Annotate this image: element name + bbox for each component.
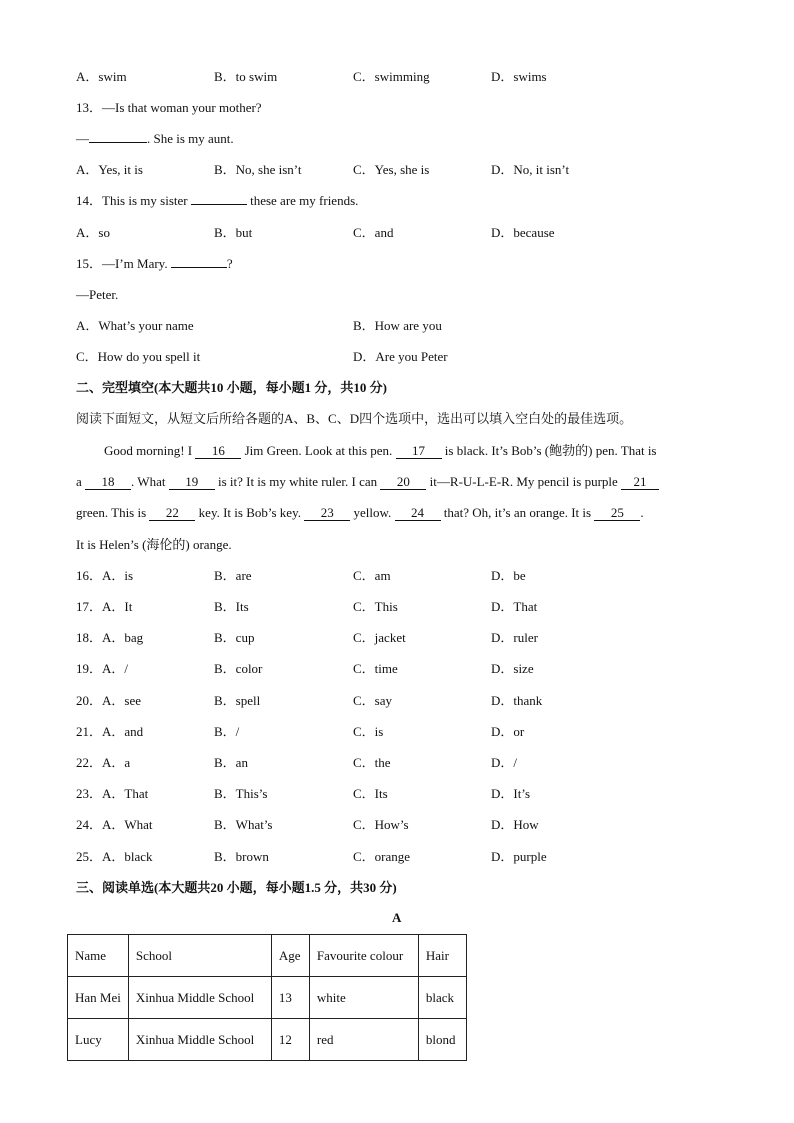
table-header-cell: Hair [418, 935, 466, 977]
passage-line-1 [76, 443, 719, 459]
q15-stem [76, 256, 233, 272]
q12-option-b: B．to swim [214, 69, 278, 84]
q25-option-a: 25．A．black [76, 849, 153, 864]
section2-instruction: 阅读下面短文，从短文后所给各题的A、B、C、D四个选项中，选出可以填入空白处的最佳选项。 [76, 411, 633, 426]
table-cell: Han Mei [68, 977, 129, 1019]
q15-option-d: D．Are you Peter [353, 349, 448, 364]
q18-option-c: C．jacket [353, 630, 406, 645]
q13-response-text: . She is my aunt. [147, 131, 234, 146]
q16-option-d: D．be [491, 568, 526, 583]
q15-answer: —Peter. [76, 287, 119, 302]
passage-text: yellow. [350, 505, 395, 520]
table-header-cell: Favourite colour [309, 935, 418, 977]
blank-25: 25 [594, 506, 640, 521]
blank-16: 16 [195, 444, 241, 459]
passage-text: . What [131, 474, 169, 489]
q20-option-c: C．say [353, 693, 393, 708]
q12-option-a: A．swim [76, 69, 127, 84]
blank-20: 20 [380, 475, 426, 490]
table-header-cell: School [128, 935, 271, 977]
q18-option-d: D．ruler [491, 630, 538, 645]
q16-option-b: B．are [214, 568, 252, 583]
q12-option-d: D．swims [491, 69, 547, 84]
section3-title: 三、阅读单选(本大题共20 小题，每小题1.5 分，共30 分) [76, 880, 397, 895]
q15-option-b: B．How are you [353, 318, 442, 333]
q25-option-c: C．orange [353, 849, 411, 864]
q21-option-a: 21．A．and [76, 724, 144, 739]
q22-option-d: D．/ [491, 755, 518, 770]
table-cell: Xinhua Middle School [128, 977, 271, 1019]
table-cell: 12 [271, 1019, 309, 1061]
q19-option-b: B．color [214, 661, 263, 676]
q14-option-d: D．because [491, 225, 555, 240]
q23-option-c: C．Its [353, 786, 388, 801]
q12-option-c: C．swimming [353, 69, 430, 84]
table-row [68, 1019, 467, 1061]
passage-text: is black. It’s Bob’s (鲍勃的) pen. That is [441, 443, 657, 458]
q21-option-b: B．/ [214, 724, 240, 739]
table-cell: black [418, 977, 466, 1019]
q22-option-a: 22．A．a [76, 755, 131, 770]
table-cell: Lucy [68, 1019, 129, 1061]
q14-option-c: C．and [353, 225, 394, 240]
q18-option-b: B．cup [214, 630, 255, 645]
passage-text: . [640, 505, 644, 520]
q14-stem-pre: 14．This is my sister [76, 193, 191, 208]
q13-option-c: C．Yes, she is [353, 162, 430, 177]
q13-blank [89, 142, 147, 143]
student-info-table [67, 934, 467, 1061]
q21-option-d: D．or [491, 724, 525, 739]
table-cell: 13 [271, 977, 309, 1019]
table-header-row [68, 935, 467, 977]
blank-21: 21 [621, 475, 659, 490]
q17-option-a: 17．A．It [76, 599, 133, 614]
q14-stem [76, 193, 358, 209]
table-cell: red [309, 1019, 418, 1061]
passage-text: green. This is [76, 505, 150, 520]
blank-19: 19 [169, 475, 215, 490]
passage-line-2 [76, 474, 719, 490]
q13-dash: — [76, 131, 89, 146]
section2-title: 二、完型填空(本大题共10 小题，每小题1 分，共10 分) [76, 380, 387, 395]
q20-option-a: 20．A．see [76, 693, 141, 708]
q20-option-b: B．spell [214, 693, 261, 708]
q16-option-c: C．am [353, 568, 391, 583]
q14-blank [191, 204, 247, 205]
q14-stem-post: these are my friends. [246, 193, 359, 208]
q24-option-a: 24．A．What [76, 817, 153, 832]
q20-option-d: D．thank [491, 693, 543, 708]
q14-option-b: B．but [214, 225, 253, 240]
table-cell: white [309, 977, 418, 1019]
passage-text: that? Oh, it’s an orange. It is [440, 505, 595, 520]
blank-22: 22 [149, 506, 195, 521]
table-header-cell: Name [68, 935, 129, 977]
q19-option-a: 19．A．/ [76, 661, 129, 676]
q23-option-b: B．This’s [214, 786, 268, 801]
q15-stem-post: ? [226, 256, 233, 271]
q23-option-a: 23．A．That [76, 786, 149, 801]
blank-23: 23 [304, 506, 350, 521]
q19-option-c: C．time [353, 661, 398, 676]
passage-text: is it? It is my white ruler. I can [214, 474, 381, 489]
passage-text: it—R-U-L-E-R. My pencil is purple [426, 474, 622, 489]
q13-stem: 13．—Is that woman your mother? [76, 100, 262, 115]
passage-text: key. It is Bob’s key. [195, 505, 305, 520]
q22-option-b: B．an [214, 755, 248, 770]
q16-option-a: 16．A．is [76, 568, 134, 583]
q23-option-d: D．It’s [491, 786, 531, 801]
blank-18: 18 [85, 475, 131, 490]
q17-option-c: C．This [353, 599, 398, 614]
q21-option-c: C．is [353, 724, 384, 739]
passage-text: Good morning! I [104, 443, 196, 458]
q13-option-a: A．Yes, it is [76, 162, 143, 177]
q25-option-b: B．brown [214, 849, 269, 864]
passage-line-4: It is Helen’s (海伦的) orange. [76, 537, 232, 552]
q15-option-a: A．What’s your name [76, 318, 194, 333]
q17-option-b: B．Its [214, 599, 249, 614]
q15-blank [171, 267, 227, 268]
passage-line-3 [76, 505, 719, 521]
passage-a-heading: A [392, 910, 402, 925]
q24-option-b: B．What’s [214, 817, 273, 832]
q18-option-a: 18．A．bag [76, 630, 144, 645]
q15-stem-pre: 15．—I’m Mary. [76, 256, 171, 271]
q25-option-d: D．purple [491, 849, 547, 864]
q19-option-d: D．size [491, 661, 534, 676]
q17-option-d: D．That [491, 599, 538, 614]
q24-option-c: C．How’s [353, 817, 409, 832]
table-row [68, 977, 467, 1019]
blank-24: 24 [395, 506, 441, 521]
q13-option-d: D．No, it isn’t [491, 162, 570, 177]
q13-response [76, 131, 234, 147]
q22-option-c: C．the [353, 755, 391, 770]
q24-option-d: D．How [491, 817, 539, 832]
q15-option-c: C．How do you spell it [76, 349, 201, 364]
table-header-cell: Age [271, 935, 309, 977]
q14-option-a: A．so [76, 225, 110, 240]
blank-17: 17 [396, 444, 442, 459]
passage-text: a [76, 474, 86, 489]
q13-option-b: B．No, she isn’t [214, 162, 302, 177]
passage-text: Jim Green. Look at this pen. [241, 443, 396, 458]
table-cell: blond [418, 1019, 466, 1061]
table-cell: Xinhua Middle School [128, 1019, 271, 1061]
